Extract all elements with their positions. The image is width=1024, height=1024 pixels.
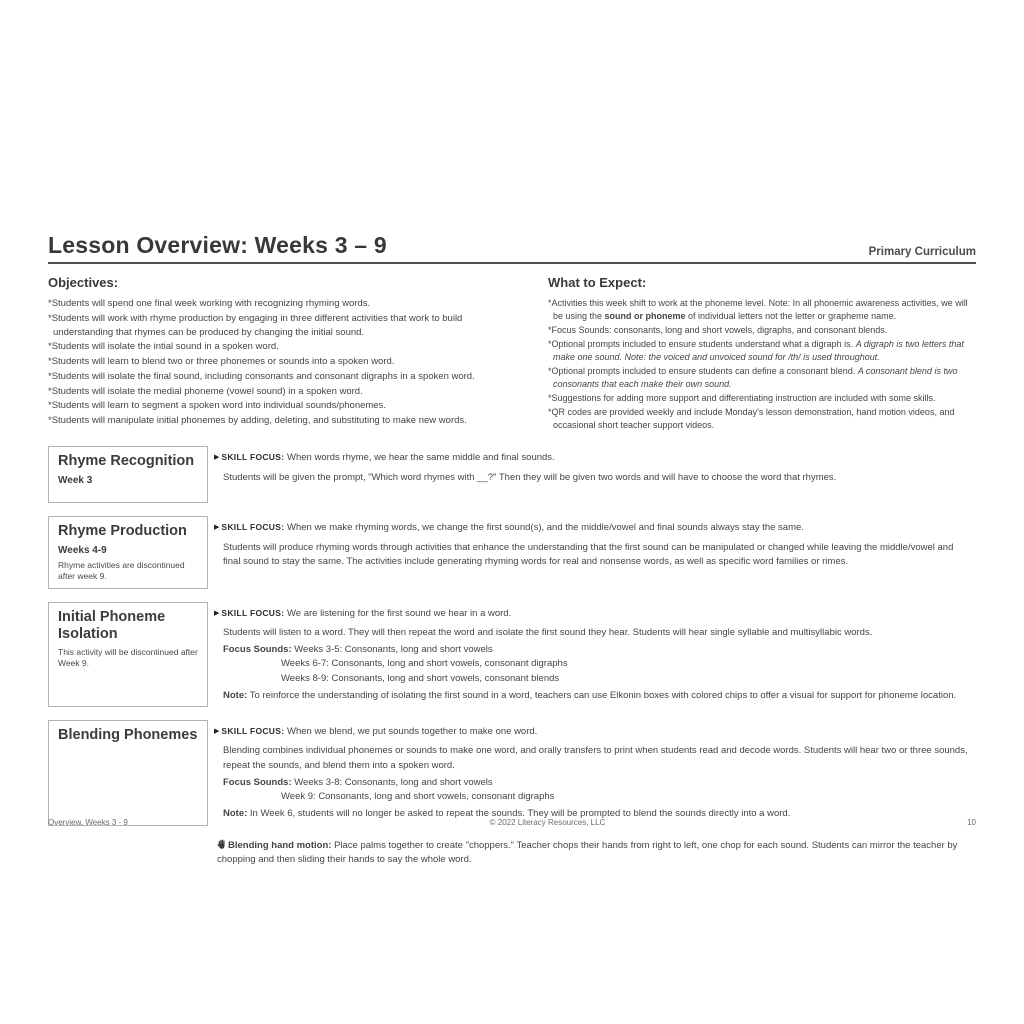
objective-item: *Students will isolate the medial phoneme (vowel sound) in a spoken word.	[48, 385, 363, 397]
row-title-cell	[48, 720, 208, 826]
row-paragraph: Students will listen to a word. They will then repeat the word and isolate the first sound they hear. Students will hear single syllable and multisyllabic words.	[223, 626, 873, 638]
objective-item: *Students will work with rhyme production by engaging in three different activities that work to build understanding that rhymes can be produced by changing the initial sound.	[48, 312, 463, 338]
objective-item: *Students will spend one final week working with recognizing rhyming words.	[48, 298, 371, 309]
objective-item: *Students will learn to segment a spoken word into individual sounds/phonemes.	[48, 400, 386, 412]
expect-item: *Focus Sounds: consonants, long and short vowels, digraphs, and consonant blends.	[548, 325, 888, 336]
row-weeks: Weeks 4-9	[58, 544, 107, 556]
row-note: Note: In Week 6, students will no longer be asked to repeat the sounds. They will be prompted to blend the sounds directly into a word.	[223, 808, 791, 820]
focus-sounds-line: Focus Sounds: Weeks 3-8: Consonants, long and short vowels	[223, 776, 493, 788]
expect-item: *Optional prompts included to ensure students understand what a digraph is. A digraph is two letters that make one sound. Note: the voiced and unvoiced sound for /th/ is used throughout.	[548, 339, 964, 363]
header-rule	[48, 262, 976, 264]
skill-focus-line: ▶ SKILL FOCUS: When words rhyme, we hear the same middle and final sounds.	[214, 452, 555, 464]
objective-item: *Students will isolate the intial sound in a spoken word.	[48, 341, 279, 353]
row-title: Initial Phoneme Isolation	[58, 608, 166, 642]
row-content-cell	[208, 516, 976, 588]
table-row-initial-phoneme-isolation	[48, 602, 976, 708]
row-note: Note: To reinforce the understanding of isolating the first sound in a word, teachers can use Elkonin boxes with colored chips to offer a visual for support for phoneme location.	[223, 689, 957, 701]
expect-item: *QR codes are provided weekly and include Monday's lesson demonstration, hand motion videos, and occasional short teacher support videos.	[548, 407, 955, 431]
page-footer	[48, 818, 976, 827]
row-content-cell	[208, 602, 976, 708]
expect-heading: What to Expect:	[548, 275, 647, 290]
expect-item: *Optional prompts included to ensure students can define a consonant blend. A consonant blend is two consonants that each make their own sound.	[548, 366, 958, 390]
expect-item: *Suggestions for adding more support and differentiating instruction are included with some skills.	[548, 393, 936, 404]
focus-sounds-line: Weeks 8-9: Consonants, long and short vowels, consonant blends	[281, 672, 560, 684]
row-title: Blending Phonemes	[58, 727, 198, 744]
skill-focus-line: ▶ SKILL FOCUS: We are listening for the first sound we hear in a word.	[214, 607, 512, 619]
triangle-icon: ▶	[214, 728, 220, 736]
hand-icon	[217, 839, 225, 849]
what-to-expect-section	[548, 275, 976, 433]
objective-item: *Students will learn to blend two or three phonemes or sounds into a spoken word.	[48, 356, 395, 368]
page-title: Lesson Overview: Weeks 3 – 9	[48, 232, 387, 258]
objective-item: *Students will isolate the final sound, including consonants and consonant digraphs in a spoken word.	[48, 370, 475, 382]
row-content-cell	[208, 446, 976, 503]
table-row-rhyme-production	[48, 516, 976, 588]
triangle-icon: ▶	[214, 609, 220, 617]
triangle-icon: ▶	[214, 454, 220, 462]
row-title-cell	[48, 602, 208, 708]
row-small-note: This activity will be discontinued after Week 9.	[58, 646, 198, 668]
focus-sounds-line: Week 9: Consonants, long and short vowels, consonant digraphs	[281, 791, 555, 803]
document-page	[48, 232, 976, 867]
skills-table	[48, 446, 976, 825]
objectives-section	[48, 275, 520, 433]
focus-sounds-line: Focus Sounds: Weeks 3-5: Consonants, long and short vowels	[223, 644, 493, 656]
footer-left: Overview, Weeks 3 - 9	[48, 818, 128, 827]
hand-motion-note: Blending hand motion: Place palms together to create "choppers." Teacher chops their hands from right to left, one chop for each sound. Students can mirror the teacher by chopping and then sliding their hands to say the whole word.	[217, 839, 958, 865]
row-paragraph: Blending combines individual phonemes or sounds to make one word, and orally transfers to print when students read and decode words. Students will hear two or three sounds, repeat the sounds, and blend them into a spoken word.	[223, 745, 968, 771]
expect-item: *Activities this week shift to work at the phoneme level. Note: In all phonemic awareness activities, we will be using the sound or phoneme of individual letters not the letter or grapheme name.	[548, 298, 968, 322]
focus-sounds-line: Weeks 6-7: Consonants, long and short vowels, consonant digraphs	[281, 658, 568, 670]
table-row-rhyme-recognition	[48, 446, 976, 503]
row-paragraph: Students will produce rhyming words through activities that enhance the understanding that the first sound can be manipulated or changed while leaving the middle/vowel and final sound to stay the same. The activities include generating rhyming words for real and nonsense words, as well as specific word families or rimes.	[223, 541, 954, 567]
row-title: Rhyme Recognition	[58, 453, 195, 470]
row-title-cell	[48, 516, 208, 588]
footer-page-number: 10	[967, 818, 976, 827]
intro-columns	[48, 275, 976, 433]
skill-focus-line: ▶ SKILL FOCUS: When we blend, we put sounds together to make one word.	[214, 726, 538, 738]
row-small-note: Rhyme activities are discontinued after week 9.	[58, 559, 185, 581]
row-title-cell	[48, 446, 208, 503]
row-content-cell	[208, 720, 976, 826]
footer-center: © 2022 Literacy Resources, LLC	[489, 818, 606, 827]
row-title: Rhyme Production	[58, 523, 187, 540]
table-row-blending-phonemes	[48, 720, 976, 826]
objective-item: *Students will manipulate initial phonemes by adding, deleting, and substituting to make new words.	[48, 415, 467, 427]
triangle-icon: ▶	[214, 524, 220, 532]
row-paragraph: Students will be given the prompt, "Which word rhymes with __?" Then they will be given two words and will have to choose the word that rhymes.	[223, 471, 837, 483]
row-weeks: Week 3	[58, 474, 93, 486]
objectives-heading: Objectives:	[48, 275, 119, 290]
skill-focus-line: ▶ SKILL FOCUS: When we make rhyming words, we change the first sound(s), and the middle/vowel and final sounds always stay the same.	[214, 522, 804, 534]
page-header	[48, 232, 976, 259]
curriculum-label: Primary Curriculum	[868, 246, 976, 258]
